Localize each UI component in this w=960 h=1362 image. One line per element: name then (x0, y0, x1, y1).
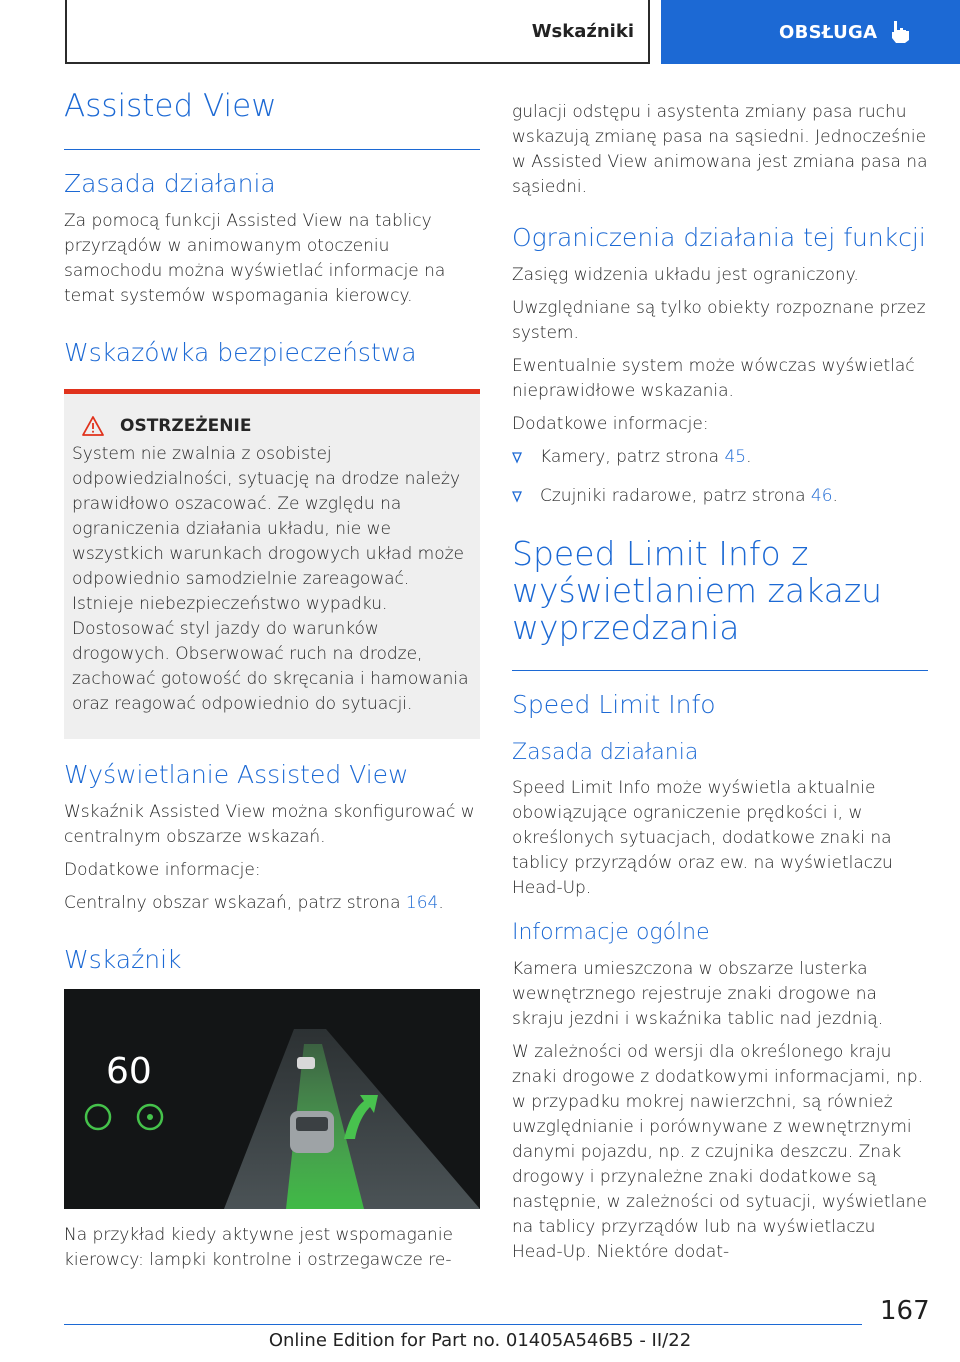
assisted-view-title: Assisted View (64, 88, 277, 124)
reference-list (512, 445, 928, 511)
sli-principle-text: Speed Limit Info może wyświetla aktualnie obowiązujące ograniczenie prędkości i, w określonych sytuacjach, dodatkowe znaki na tablicy przyrządów oraz ew. na wyświetlaczu Head-Up. (512, 778, 893, 898)
general-info-text-2: W zależności od wersji dla określonego kraju znaki drogowe z dodatkowymi informacjami, np. w przypadku mokrej nawierzchni, są również uwzględnianie i porównywane z wewnętrznymi danymi pojazdu, np. z czujnika deszczu. Znak drogowy i przynależne znaki dodatkowe są następnie, w zależności od sytuacji, wyświetlane na tablicy przyrządów lub na wyświetlaczu Head-Up. Niektóre dodat- (512, 1041, 927, 1262)
chapter-title: OBSŁUGA (779, 21, 878, 43)
general-info-text-1: Kamera umieszczona w obszarze lusterka wewnętrznego rejestruje znaki drogowe na skraju jezdni i wskaźnika tablic nad jezdnią. (512, 958, 884, 1029)
speed-readout: 60 (106, 1051, 152, 1093)
page-link-46[interactable]: 46 (810, 486, 833, 507)
right-column (512, 100, 928, 1273)
section-title: Wskaźniki (531, 20, 634, 42)
lead-car (297, 1057, 315, 1069)
chapter-tab (661, 0, 960, 64)
warning-label: OSTRZEŻENIE (120, 415, 252, 436)
display-extra-info: Dodatkowe informacje: (64, 859, 261, 880)
image-caption: Na przykład kiedy aktywne jest wspomaganie kierowcy: lampki kontrolne i ostrzegawcze re- (64, 1225, 454, 1271)
left-column (64, 88, 480, 1281)
footer-divider (64, 1324, 862, 1325)
safety-heading: Wskazówka bezpieczeństwa (64, 338, 417, 368)
limits-text-3: Ewentualnie system może wówczas wyświetlać nieprawidłowe wskazania. (512, 356, 915, 402)
speed-limit-info-title: Speed Limit Info z wyświetlaniem zakazu wyprzedzania (512, 534, 883, 648)
page-link-45[interactable]: 45 (724, 447, 747, 468)
list-item: Kamery, patrz strona 45. (512, 445, 928, 472)
assisted-view-image (64, 989, 480, 1209)
limits-heading: Ograniczenia działania tej funkcji (512, 223, 926, 252)
driver-assist-icon (86, 1105, 110, 1129)
principle-heading: Zasada działania (64, 169, 276, 199)
principle-text: Za pomocą funkcji Assisted View na tablicy przyrządów w animowanym otoczeniu samochodu można wyświetlać informacje na temat systemów wspomagania kierowcy. (64, 211, 446, 307)
triangle-bullet-icon (512, 445, 540, 472)
display-text: Wskaźnik Assisted View można skonfigurować w centralnym obszarze wskazań. (64, 801, 475, 847)
edition-footer: Online Edition for Part no. 01405A546B5 - II/22 (268, 1330, 692, 1351)
speed-limit-info-subtitle: Speed Limit Info (512, 690, 716, 720)
title-divider (64, 149, 480, 150)
limits-text-2: Uwzględniane są tylko obiekty rozpoznane przez system. (512, 298, 926, 344)
limits-text-4: Dodatkowe informacje: (512, 414, 709, 435)
warning-text: System nie zwalnia z osobistej odpowiedzialności, sytuację na drodze należy prawidłowo oszacować. Ze względu na ograniczenia działania układu, nie we wszystkich warunkach drogowych układ może odpowiednio samodzielnie zareagować. Istnieje niebezpieczeństwo wypadku. Dostosować styl jazdy do warunków drogowych. Obserwować ruch na drodze, zachować gotowość do skręcania i hamowania oraz reagować odpowiednio do sytuacji. (72, 443, 469, 714)
list-item: Czujniki radarowe, patrz strona 46. (512, 484, 928, 511)
continued-text: gulacji odstępu i asystenta zmiany pasa ruchu wskazują zmianę pasa na sąsiedni. Jednocześnie w Assisted View animowana jest zmiana pasa na sąsiedni. (512, 102, 928, 197)
warning-header (72, 416, 472, 436)
page-number: 167 (880, 1296, 930, 1326)
pointing-hand-icon (889, 20, 911, 44)
warning-box (64, 389, 480, 739)
display-reference: Centralny obszar wskazań, patrz strona 164. (64, 892, 444, 913)
page-link-164[interactable]: 164 (405, 892, 439, 913)
limits-text-1: Zasięg widzenia układu jest ograniczony. (512, 265, 859, 286)
general-info-heading: Informacje ogólne (512, 920, 710, 945)
display-heading: Wyświetlanie Assisted View (64, 759, 409, 789)
title-divider (512, 670, 928, 671)
warning-icon (82, 416, 104, 436)
sli-principle-heading: Zasada działania (512, 739, 699, 765)
indicator-heading: Wskaźnik (64, 944, 182, 974)
triangle-bullet-icon (512, 484, 540, 511)
section-tab (65, 0, 650, 64)
